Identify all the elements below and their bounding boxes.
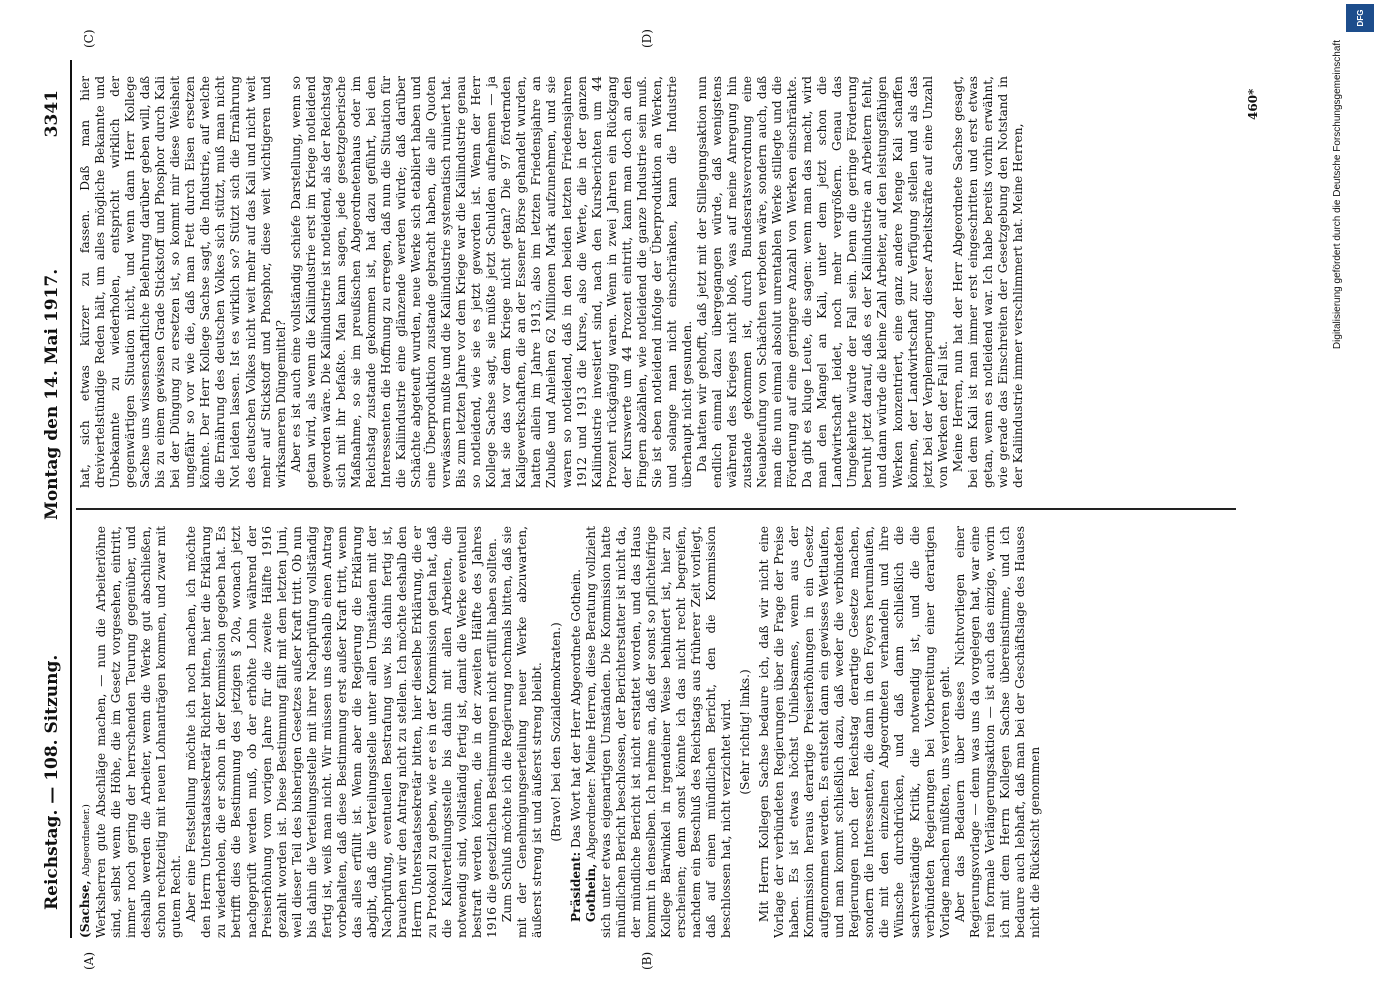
speaker-role: Abgeordneter.) <box>81 804 92 877</box>
president-label: Präsident: <box>568 851 583 923</box>
interjection-note: (Sehr richtig! links.) <box>738 669 753 795</box>
column-divider <box>76 509 1236 511</box>
right-column <box>78 76 1238 488</box>
president-text: Das Wort hat der Herr Abgeordnete Gothein. <box>568 568 583 849</box>
header-page-number: 3341 <box>42 90 62 138</box>
paragraph: Aber es ist auch eine vollständig schiefe Darstellung, wenn so getan wird, als wenn die Kaliindustrie erst im Kriege notleidend geworden wäre. Die Kaliindustrie ist notleidend, als der Reichstag sich mit ihr befaßte. Man kann sagen, jede gesetzgeberische Maßnahme, so sie im preußischen Abgeordnetenhaus oder im Reichstag zustande gekommen ist, hat dazu geführt, bei den Interessenten die Hoffnung zu erregen, daß nun die Situation für die Kaliindustrie eine glänzende werden würde; daß darüber Schächte abgeteuft wurden, neue Werke sich etabliert haben und eine Überproduktion zustande gebracht haben, die alle Quoten verwässern mußte und die Kaliindustrie systematisch ruiniert hat. Bis zum letzten Jahre vor dem Kriege war die Kaliindustrie genau so notleidend, wie sie es jetzt geworden ist. Wenn der Herr Kollege Sachse sagt, sie müßte jetzt Schulden aufnehmen — ja hat sie das vor dem Kriege nicht getan? Die 97 fördernden Kaligewerkschaften, die an der Essener Börse gehandelt wurden, hatten allein im Jahre 1913, also im letzten Friedensjahre an Zubuße und Anleihen 62 Millionen Mark aufzunehmen, und sie waren so notleidend, daß in den beiden letzten Friedensjahren 1912 und 1913 die Kurse, also die Werte, die in der ganzen Kaliindustrie investiert sind, nach den Kursberichten um 44 Prozent rückgängig waren. Wenn in zwei Jahren ein Rückgang der Kurswerte um 44 Prozent eintritt, kann man doch an den Fingern abzählen, wie notleidend die ganze Industrie sein muß. Sie ist eben notleidend infolge der Überproduktion an Werken, und solange man nicht einschränken, kann die Industrie überhaupt nicht gesunden. <box>288 76 694 488</box>
speaker-name: Gothein, <box>583 863 598 923</box>
speaker-continuation <box>78 526 94 938</box>
president-statement <box>569 526 584 938</box>
paragraph: Zum Schluß möchte ich die Regierung nochmals bitten, daß sie mit der Genehmigungserteilung neuer Werke abzuwarten, äußerst streng ist und äußerst streng bleibt. <box>500 526 545 938</box>
margin-letter-c: (C) <box>82 29 96 48</box>
margin-letter-d: (D) <box>640 29 654 48</box>
paragraph: Werksherren gute Abschläge machen, — nun die Arbeiterlöhne sind, selbst wenn die Höhe, die im Gesetz vorgesehen, eintritt, immer noch gering der herrschenden Teurung gegenüber, und deshalb werden die Arbeiter, wenn die Werke gut abschließen, schon rechtzeitig mit neuen Lohnanträgen kommen, und zwar mit gutem Recht. <box>94 526 184 938</box>
header-rule <box>70 60 72 938</box>
paragraph: Aber das Bedauern über dieses Nichtvorliegen einer Regierungsvorlage — denn was uns da vorgelegen hat, war eine rein formale Verlängerungsaktion — ist auch das einzige, worin ich mit dem Herrn Kollegen Sachse übereinstimme, und ich bedaure auch lebhaft, daß man bei der Geschäftslage des Hauses nicht die Rücksicht genommen <box>952 526 1042 938</box>
speaker-role: Abgeordneter: <box>584 778 598 860</box>
page-header <box>42 90 66 910</box>
margin-letter-b: (B) <box>640 951 654 970</box>
paragraph: Mit Herrn Kollegen Sachse bedaure ich, daß wir nicht eine Vorlage der verbündeten Regierungen über die Frage der Preise haben. Es ist etwas höchst Unliebsames, wenn aus der Kommission heraus derartige Preiserhöhungen in ein Gesetz aufgenommen werden. Es entsteht dann ein gewisses Wettlaufen, und man kommt schließlich dazu, daß weder die verbündeten Regierungen noch der Reichstag derartige Gesetze machen, sondern die Interessenten, die dann in den Foyers herumlaufen, die mit den einzelnen Abgeordneten verhandeln und ihre Wünsche durchdrücken, und daß dann schließlich die sachverständige Kritik, die notwendig ist, und die die verbündeten Regierungen bei Vorbereitung einer derartigen Vorlage machen müßten, uns verloren geht. <box>757 526 952 938</box>
speech-opening <box>584 526 734 938</box>
paragraph: Meine Herren, nun hat der Herr Abgeordnete Sachse gesagt, bei dem Kali ist man immer erst eingeschritten und erst etwas getan, wenn es notleidend war. Ich habe bereits vorhin erwähnt, wie gerade das Einschreiten der Gesetzgebung den Notstand in der Kaliindustrie immer verschlimmert hat. Meine Herren, <box>950 76 1025 488</box>
speaker-name: (Sachse, <box>78 880 92 938</box>
signature-mark: 460* <box>1246 88 1260 120</box>
left-column <box>78 526 1238 938</box>
margin-letter-a: (A) <box>82 951 96 970</box>
paragraph-text: Meine Herren, diese Beratung vollzieht sich unter etwas eigenartigen Umständen. Die Kommission hatte mündlichen Bericht beschlossen, der Berichterstatter ist nicht da, der mündliche Bericht ist nicht erstattet worden, und das Haus kommt in denselben. Ich nehme an, daß der sonst so pflichteifrige Kollege Bärwinkel in irgendeiner Weise behindert ist, hier zu erscheinen; denn sonst könnte ich das nicht recht begreifen, nachdem ein Beschluß des Reichstags aus früherer Zeit vorliegt, daß auf einen mündlichen Bericht, den die Kommission beschlossen hat, nicht verzichtet wird. <box>583 526 733 938</box>
applause-note: (Bravo! bei den Sozialdemokraten.) <box>549 622 564 842</box>
paragraph: Da hatten wir gehofft, daß jetzt mit der Stillegungsaktion nun endlich einmal dazu übergegangen würde, daß wenigstens während des Krieges nicht bloß, was auf meine Anregung hin zustande gekommen ist, durch Bundesratsverordnung eine Neuabteufung von Schächten verboten wäre, sondern auch, daß man die nun einmal absolut unrentablen Werke stillegte und die Förderung auf eine geringere Anzahl von Werken einschränkte. Da gibt es kluge Leute, die sagen: wenn man das macht, wird man den Mangel an Kali, unter dem jetzt schon die Landwirtschaft leidet, noch mehr vergrößern. Genau das Umgekehrte würde der Fall sein. Denn die geringe Förderung beruht jetzt darauf, daß es der Kaliindustrie an Arbeitern fehlt, und dann würde die kleine Zahl Arbeiter, auf den leistungsfähigen Werken konzentriert, eine ganz andere Menge Kali schaffen können, der Landwirtschaft zur Verfügung stellen und als das jetzt bei der Verplemperung dieser Arbeitskräfte auf eine Unzahl von Werken der Fall ist. <box>694 76 950 488</box>
header-session: Reichstag. — 108. Sitzung. <box>42 654 62 910</box>
paragraph: Aber eine Feststellung möchte ich noch machen, ich möchte den Herrn Unterstaatssekretär Richter bitten, hier die Erklärung zu wiederholen, die er schon in der Kommission gegeben hat. Es betrifft dies die Bestimmung des jetzigen § 20a, wonach jetzt nachgeprüft werden muß, ob der erhöhte Lohn während der Preiserhöhung vom vorigen Jahre für die zweite Hälfte 1916 gezahlt worden ist. Diese Bestimmung fällt mit dem letzten Juni, weil dieser Teil des bisherigen Gesetzes außer Kraft tritt. Ob nun bis dahin die Verteilungsstelle mit ihrer Nachprüfung vollständig fertig ist, weiß man nicht. Wir müssen uns deshalb einen Antrag vorbehalten, daß diese Bestimmung erst außer Kraft tritt, wenn das alles erfüllt ist. Wenn aber die Regierung die Erklärung abgibt, daß die Verteilungsstelle unter allen Umständen mit der Nachprüfung, eventuellen Bestrafung usw. bis dahin fertig ist, brauchen wir den Antrag nicht zu stellen. Ich möchte deshalb den Herrn Unterstaatssekretär bitten, hier dieselbe Erklärung, die er zu Protokoll zu geben, wie er es in der Kommission getan hat, daß die Kaliverteilungsstelle bis dahin mit allen Arbeiten, die notwendig sind, vollständig fertig ist, damit die Werke eventuell bestraft werden können, die in der zweiten Hälfte des Jahres 1916 die gesetzlichen Bestimmungen nicht erfüllt haben sollten. <box>184 526 500 938</box>
dfg-logo: DFG <box>1346 4 1374 32</box>
digitization-note: Digitalisierung gefördert durch die Deutsche Forschungsgemeinschaft <box>1332 40 1343 350</box>
header-date: Montag den 14. Mai 1917. <box>42 268 62 520</box>
paragraph: hat, sich etwas kürzer zu fassen. Daß man hier dreiviertelstündige Reden hält, um alles mögliche Bekannte und Unbekannte zu wiederholen, entspricht wirklich der gegenwärtigen Situation nicht, und wenn dann Herr Kollege Sachse uns wissenschaftliche Belehrung darüber geben will, daß bis zu einem gewissen Grade Stickstoff und Phosphor durch Kali bei der Düngung zu ersetzen ist, so kommt mir diese Weisheit ungefähr so vor wie die, daß man Fett durch Eisen ersetzen könnte. Der Herr Kollege Sachse sagt, die Industrie, auf welche die Ernährung des deutschen Volkes sich stützt, muß man nicht Not leiden lassen. Ist es wirklich so? Stützt sich die Ernährung des deutschen Volkes nicht weit mehr auf das Kali und nicht weit mehr auf Stickstoff und Phosphor, diese weit wichtigeren und wirksameren Düngemittel? <box>78 76 288 488</box>
